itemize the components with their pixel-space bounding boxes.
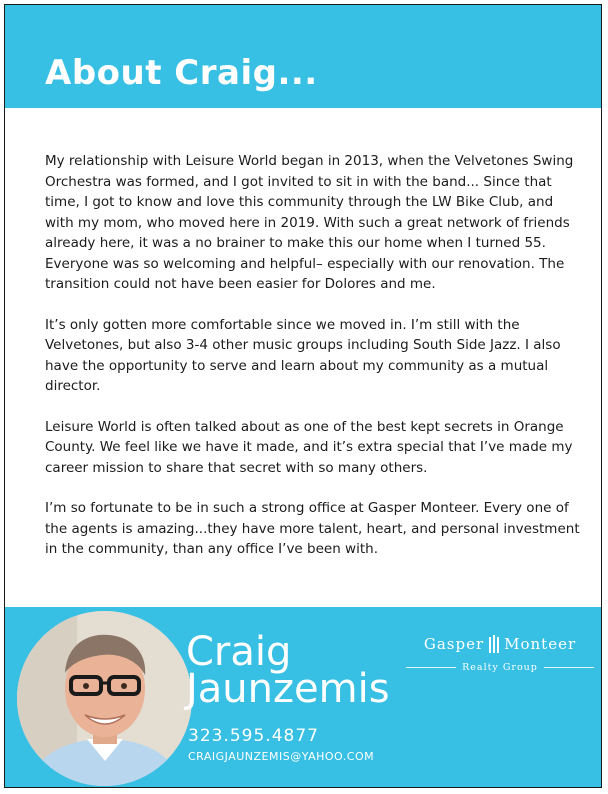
agent-photo bbox=[17, 611, 192, 786]
agent-last-name: Jaunzemis bbox=[186, 666, 390, 712]
about-body bbox=[45, 151, 585, 580]
logo-word-gasper: Gasper bbox=[423, 635, 485, 653]
header-banner bbox=[5, 5, 601, 108]
logo-word-monteer: Monteer bbox=[504, 635, 577, 653]
agent-email[interactable]: CRAIGJAUNZEMIS@YAHOO.COM bbox=[188, 750, 375, 763]
logo-rule-right bbox=[544, 667, 594, 668]
logo-subtitle: Realty Group bbox=[462, 661, 538, 673]
agent-portrait-illustration bbox=[17, 611, 192, 786]
flyer-page bbox=[4, 4, 602, 788]
about-paragraph-1: My relationship with Leisure World began in 2013, when the Velvetones Swing Orchestra was formed, and I got invited to sit in with the band... Since that time, I got to know and love this community through the LW Bike Club, and with my mom, who moved here in 2019. With such a great network of friends already here, it was a no brainer to make this our home when I turned 55. Everyone was so welcoming and helpful– especially with our renovation. The transition could not have been easier for Dolores and me. bbox=[45, 153, 574, 292]
about-paragraph-4: I’m so fortunate to be in such a strong office at Gasper Monteer. Every one of the agents is amazing...they have more talent, heart, and personal investment in the community, than any office I’ve been with. bbox=[45, 500, 580, 557]
agent-phone[interactable]: 323.595.4877 bbox=[188, 726, 319, 746]
logo-subline bbox=[406, 659, 594, 675]
logo-rule-left bbox=[406, 667, 456, 668]
page-title: About Craig... bbox=[45, 53, 318, 93]
company-logo bbox=[406, 633, 594, 679]
about-paragraph-2: It’s only gotten more comfortable since we moved in. I’m still with the Velvetones, but also 3-4 other music groups including South Side Jazz. I also have the opportunity to serve and learn about my community as a mutual director. bbox=[45, 316, 561, 394]
logo-wordmark bbox=[406, 633, 594, 655]
agent-first-name: Craig bbox=[186, 629, 292, 675]
column-mark-icon bbox=[489, 635, 499, 653]
about-paragraph-3: Leisure World is often talked about as one of the best kept secrets in Orange County. We feel like we have it made, and it’s extra special that I’ve made my career mission to share that secret with so many others. bbox=[45, 418, 573, 476]
